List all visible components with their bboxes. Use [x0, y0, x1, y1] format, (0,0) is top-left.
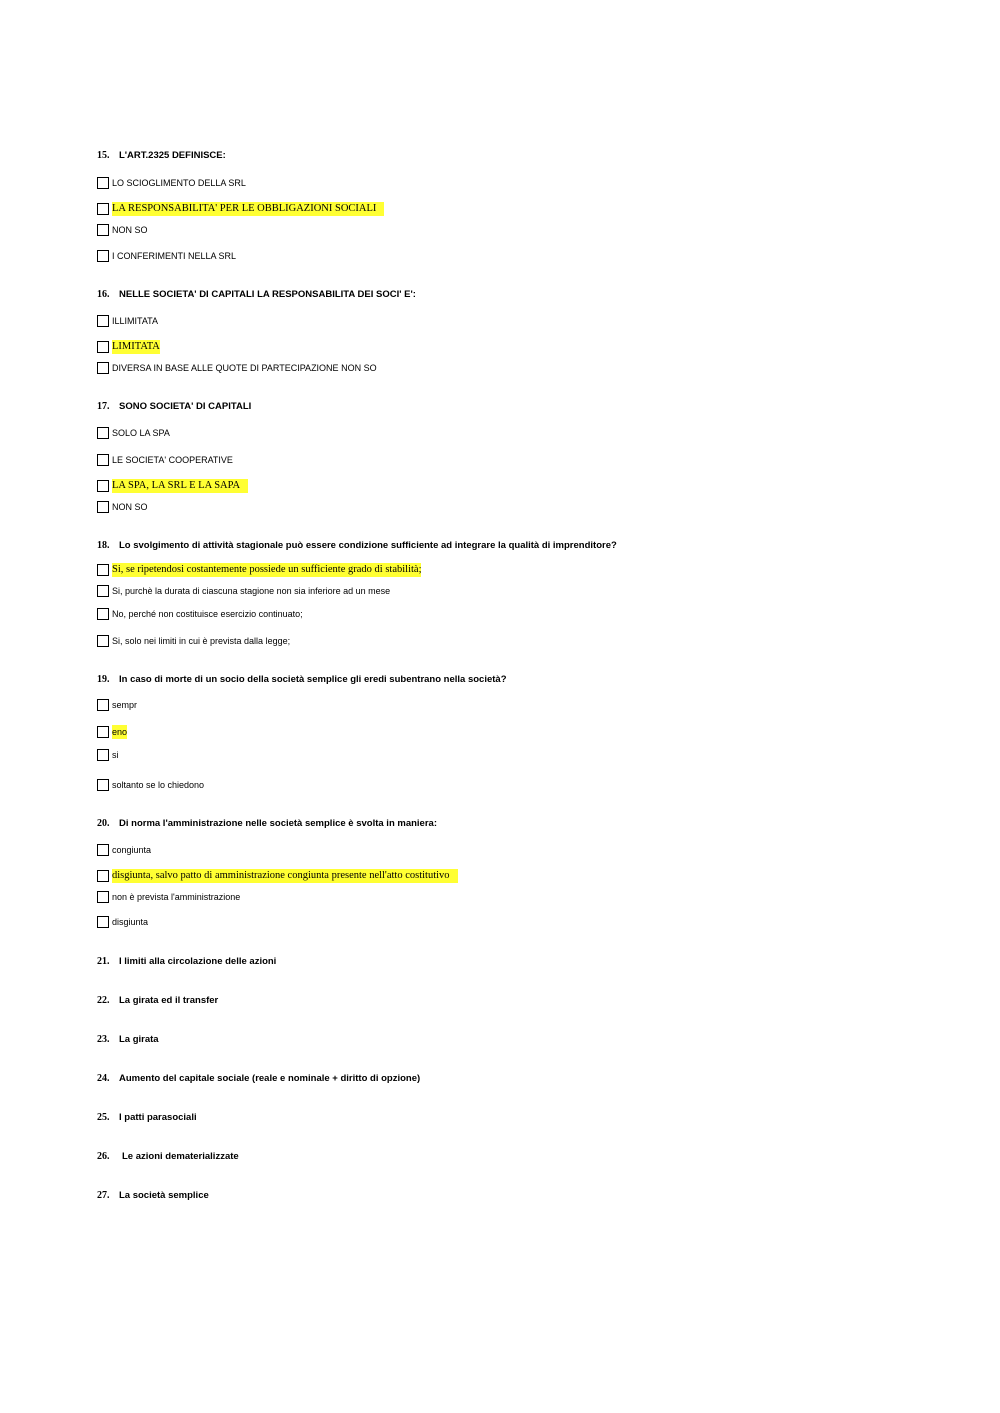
- option-label: Si, solo nei limiti in cui è prevista dalla legge;: [112, 636, 291, 646]
- question-number: 20.: [97, 818, 110, 829]
- option-19-3[interactable]: [97, 748, 119, 762]
- option-17-1[interactable]: [97, 426, 170, 440]
- question-text: La girata ed il transfer: [119, 995, 219, 1006]
- question-19: [97, 673, 507, 687]
- checkbox[interactable]: [97, 250, 109, 262]
- checkbox[interactable]: [97, 427, 109, 439]
- question-16: [97, 288, 416, 302]
- option-16-2[interactable]: [97, 340, 160, 354]
- question-text: La società semplice: [119, 1190, 209, 1201]
- option-label: I CONFERIMENTI NELLA SRL: [112, 251, 237, 261]
- option-label: si: [112, 750, 119, 760]
- option-20-3[interactable]: [97, 890, 240, 904]
- question-text: Lo svolgimento di attività stagionale può essere condizione sufficiente ad integrare la qualità di imprenditore?: [119, 540, 617, 551]
- question-text: Aumento del capitale sociale (reale e nominale + diritto di opzione): [119, 1073, 421, 1084]
- checkbox[interactable]: [97, 699, 109, 711]
- option-label: disgiunta: [112, 917, 149, 927]
- question-text: Di norma l'amministrazione nelle società semplice è svolta in maniera:: [119, 818, 437, 829]
- question-text: NELLE SOCIETA' DI CAPITALI LA RESPONSABILITA DEI SOCI' E':: [119, 289, 416, 300]
- question-number: 25.: [97, 1112, 110, 1123]
- question-number: 21.: [97, 956, 110, 967]
- question-26: [97, 1150, 239, 1164]
- option-18-4[interactable]: [97, 634, 290, 648]
- option-20-4[interactable]: [97, 915, 148, 929]
- option-15-2[interactable]: [97, 202, 384, 216]
- option-18-3[interactable]: [97, 607, 303, 621]
- option-label-highlighted: disgiunta, salvo patto di amministrazione congiunta presente nell'atto costitutivo: [112, 869, 458, 883]
- option-19-4[interactable]: [97, 778, 204, 792]
- option-label: ILLIMITATA: [112, 316, 159, 326]
- option-label-highlighted: LA RESPONSABILITA' PER LE OBBLIGAZIONI SOCIALI: [112, 202, 384, 216]
- question-text: Le azioni dematerializzate: [122, 1151, 239, 1162]
- question-27: [97, 1189, 209, 1203]
- question-number: 24.: [97, 1073, 110, 1084]
- option-17-3[interactable]: [97, 479, 248, 493]
- checkbox[interactable]: [97, 585, 109, 597]
- option-15-4[interactable]: [97, 249, 236, 263]
- checkbox[interactable]: [97, 749, 109, 761]
- question-number: 22.: [97, 995, 110, 1006]
- option-label: soltanto se lo chiedono: [112, 780, 205, 790]
- option-label-highlighted: LIMITATA: [112, 341, 160, 352]
- option-17-2[interactable]: [97, 453, 233, 467]
- option-label-highlighted: LA SPA, LA SRL E LA SAPA: [112, 479, 248, 493]
- question-number: 19.: [97, 674, 110, 685]
- option-label: DIVERSA IN BASE ALLE QUOTE DI PARTECIPAZIONE NON SO: [112, 363, 377, 373]
- option-label: LO SCIOGLIMENTO DELLA SRL: [112, 178, 246, 188]
- checkbox[interactable]: [97, 203, 109, 215]
- checkbox[interactable]: [97, 224, 109, 236]
- question-number: 26.: [97, 1151, 110, 1162]
- question-text: L'ART.2325 DEFINISCE:: [119, 150, 226, 161]
- option-19-2[interactable]: [97, 725, 127, 739]
- checkbox[interactable]: [97, 564, 109, 576]
- checkbox[interactable]: [97, 779, 109, 791]
- question-number: 23.: [97, 1034, 110, 1045]
- option-18-1[interactable]: [97, 563, 421, 577]
- question-text: In caso di morte di un socio della società semplice gli eredi subentrano nella società?: [119, 674, 507, 685]
- checkbox[interactable]: [97, 341, 109, 353]
- question-text: La girata: [119, 1034, 159, 1045]
- option-label: No, perché non costituisce esercizio continuato;: [112, 609, 303, 619]
- option-20-2[interactable]: [97, 869, 458, 883]
- checkbox[interactable]: [97, 177, 109, 189]
- option-16-3[interactable]: [97, 361, 377, 375]
- checkbox[interactable]: [97, 608, 109, 620]
- checkbox[interactable]: [97, 362, 109, 374]
- question-22: [97, 994, 218, 1008]
- question-24: [97, 1072, 420, 1086]
- checkbox[interactable]: [97, 726, 109, 738]
- option-label-highlighted: eno: [112, 727, 128, 737]
- checkbox[interactable]: [97, 635, 109, 647]
- checkbox[interactable]: [97, 891, 109, 903]
- checkbox[interactable]: [97, 454, 109, 466]
- option-label: NON SO: [112, 225, 148, 235]
- question-18: [97, 539, 617, 553]
- question-25: [97, 1111, 197, 1125]
- checkbox[interactable]: [97, 844, 109, 856]
- option-19-1[interactable]: [97, 698, 137, 712]
- question-number: 16.: [97, 289, 110, 300]
- option-label: Si, purchè la durata di ciascuna stagione non sia inferiore ad un mese: [112, 586, 391, 596]
- checkbox[interactable]: [97, 480, 109, 492]
- question-number: 27.: [97, 1190, 110, 1201]
- question-17: [97, 400, 251, 414]
- question-21: [97, 955, 276, 969]
- option-label: NON SO: [112, 502, 148, 512]
- option-label: SOLO LA SPA: [112, 428, 170, 438]
- checkbox[interactable]: [97, 870, 109, 882]
- question-20: [97, 817, 437, 831]
- option-label: LE SOCIETA' COOPERATIVE: [112, 455, 233, 465]
- question-text: SONO SOCIETA' DI CAPITALI: [119, 401, 252, 412]
- question-23: [97, 1033, 159, 1047]
- option-20-1[interactable]: [97, 843, 151, 857]
- question-number: 15.: [97, 150, 110, 161]
- question-number: 18.: [97, 540, 110, 551]
- option-15-3[interactable]: [97, 223, 148, 237]
- checkbox[interactable]: [97, 315, 109, 327]
- option-18-2[interactable]: [97, 584, 390, 598]
- option-label: sempr: [112, 700, 138, 710]
- question-text: I limiti alla circolazione delle azioni: [119, 956, 277, 967]
- option-label: congiunta: [112, 845, 152, 855]
- checkbox[interactable]: [97, 916, 109, 928]
- question-15: [97, 149, 226, 163]
- option-16-1[interactable]: [97, 314, 158, 328]
- question-number: 17.: [97, 401, 110, 412]
- option-15-1[interactable]: [97, 176, 246, 190]
- question-text: I patti parasociali: [119, 1112, 197, 1123]
- checkbox[interactable]: [97, 501, 109, 513]
- option-17-4[interactable]: [97, 500, 148, 514]
- option-label-highlighted: Si, se ripetendosi costantemente possiede un sufficiente grado di stabilità;: [112, 564, 422, 575]
- option-label: non è prevista l'amministrazione: [112, 892, 241, 902]
